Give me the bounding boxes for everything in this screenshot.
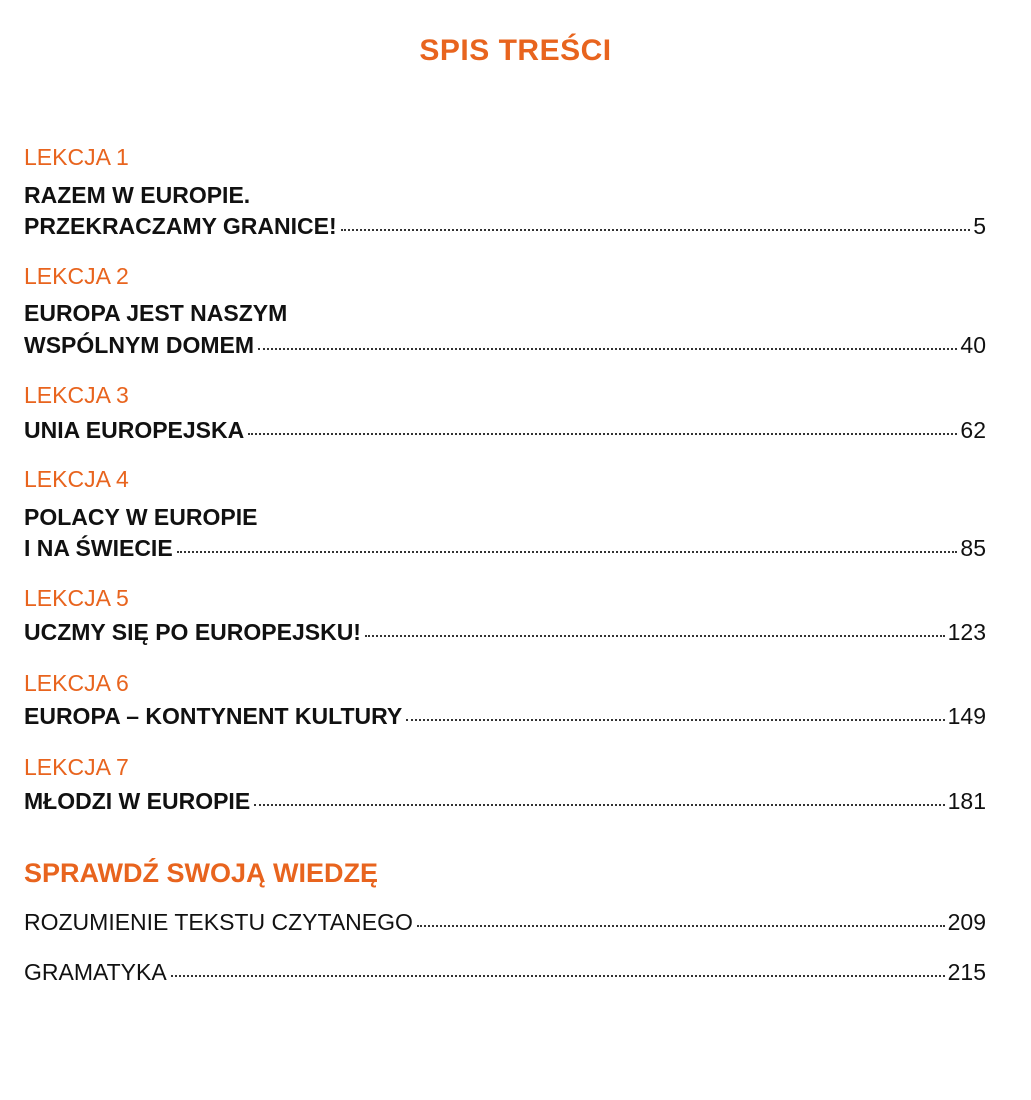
review-item-reading-page: 209 <box>947 909 986 935</box>
review-item-grammar-label: GRAMATYKA <box>24 959 167 985</box>
lesson-2-label: LEKCJA 2 <box>24 263 129 289</box>
lesson-2-title-first: EUROPA JEST NASZYM <box>24 300 288 326</box>
leader-dots <box>171 975 945 977</box>
review-item-grammar-page: 215 <box>947 959 986 985</box>
page-title: SPIS TREŚCI <box>419 34 612 67</box>
review-item-reading[interactable] <box>24 907 986 937</box>
lesson-2-title-second: WSPÓLNYM DOMEM <box>24 332 254 358</box>
lesson-7-title: MŁODZI W EUROPIE <box>24 788 251 814</box>
lesson-3-title: UNIA EUROPEJSKA <box>24 417 245 443</box>
lesson-2-page: 40 <box>960 332 986 358</box>
lesson-3-page: 62 <box>960 417 986 443</box>
leader-dots <box>341 229 971 231</box>
lesson-4-label: LEKCJA 4 <box>24 466 129 492</box>
lesson-6-title: EUROPA – KONTYNENT KULTURY <box>24 703 403 729</box>
lesson-4-entry[interactable] <box>24 533 986 563</box>
review-item-reading-label: ROZUMIENIE TEKSTU CZYTANEGO <box>24 909 413 935</box>
leader-dots <box>248 433 957 435</box>
lesson-5-entry[interactable] <box>24 617 986 647</box>
lesson-4-page: 85 <box>960 535 986 561</box>
lesson-4-title-second: I NA ŚWIECIE <box>24 535 173 561</box>
lesson-5-label: LEKCJA 5 <box>24 585 129 611</box>
leader-dots <box>258 348 957 350</box>
lesson-6-label: LEKCJA 6 <box>24 670 129 696</box>
lesson-4-title-line1 <box>24 502 986 532</box>
lesson-6-page: 149 <box>947 703 986 729</box>
lesson-3-entry[interactable] <box>24 415 986 445</box>
lesson-7-label: LEKCJA 7 <box>24 754 129 780</box>
lesson-1-page: 5 <box>973 213 986 239</box>
lesson-5-page: 123 <box>947 619 986 645</box>
lesson-2-title-line1 <box>24 298 986 328</box>
lesson-5-title: UCZMY SIĘ PO EUROPEJSKU! <box>24 619 361 645</box>
leader-dots <box>365 635 945 637</box>
lesson-4-title-first: POLACY W EUROPIE <box>24 504 258 530</box>
lesson-7-entry[interactable] <box>24 786 986 816</box>
lesson-1-title-line1 <box>24 180 986 210</box>
lesson-1-entry[interactable] <box>24 211 986 241</box>
lesson-2-entry[interactable] <box>24 330 986 360</box>
leader-dots <box>254 804 944 806</box>
lesson-3-label: LEKCJA 3 <box>24 382 129 408</box>
lesson-1-title-first: RAZEM W EUROPIE. <box>24 182 251 208</box>
leader-dots <box>417 925 945 927</box>
review-section-title: SPRAWDŹ SWOJĄ WIEDZĘ <box>24 858 379 888</box>
leader-dots <box>177 551 958 553</box>
leader-dots <box>406 719 944 721</box>
lesson-1-label: LEKCJA 1 <box>24 144 129 170</box>
lesson-7-page: 181 <box>947 788 986 814</box>
review-item-grammar[interactable] <box>24 957 986 987</box>
lesson-1-title-second: PRZEKRACZAMY GRANICE! <box>24 213 337 239</box>
lesson-6-entry[interactable] <box>24 701 986 731</box>
